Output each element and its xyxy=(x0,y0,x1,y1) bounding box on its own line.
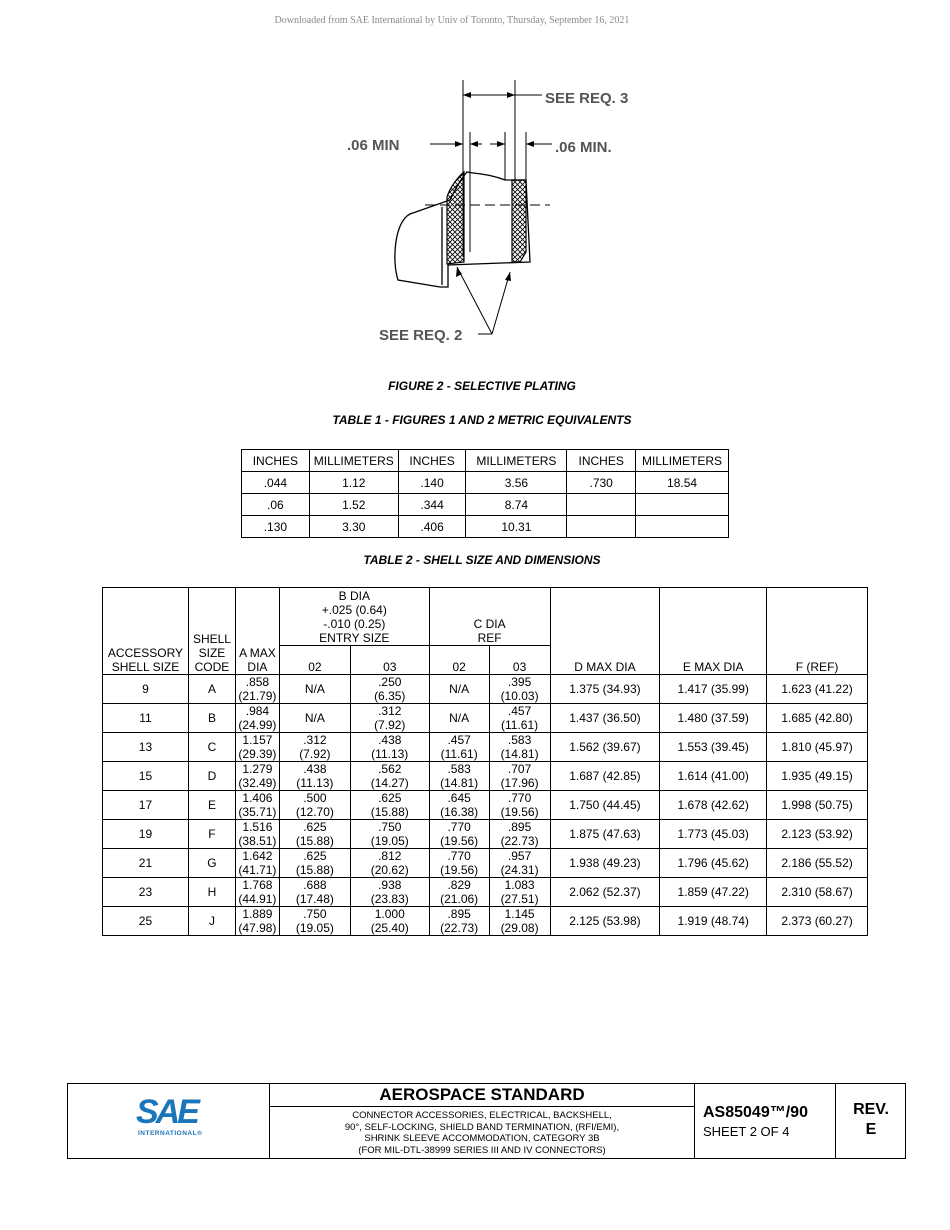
c-dia-03-cell xyxy=(489,849,550,878)
download-note: Downloaded from SAE International by Univ of Toronto, Thursday, September 16, 2021 xyxy=(274,15,630,26)
cell-value-inches: 1.083 xyxy=(504,878,535,892)
min-right-label: .06 MIN. xyxy=(555,139,612,156)
d-max-dia-cell: 1.687 (42.85) xyxy=(550,762,660,791)
e-max-dia-cell: 1.773 (45.03) xyxy=(660,820,767,849)
size-code-cell: G xyxy=(188,849,235,878)
table-row xyxy=(103,791,868,820)
c-dia-03-cell xyxy=(489,675,550,704)
c-dia-02-cell xyxy=(429,907,489,936)
cell-value-mm: (21.79) xyxy=(238,689,277,703)
a-max-dia-cell xyxy=(235,878,279,907)
figure-caption: FIGURE 2 - SELECTIVE PLATING xyxy=(388,379,576,393)
c-dia-02-cell xyxy=(429,733,489,762)
cell-value-inches: .395 xyxy=(507,675,532,689)
cell-value-inches: 1.145 xyxy=(504,907,535,921)
cell-value-inches: .895 xyxy=(507,820,532,834)
arrow-head xyxy=(505,272,511,281)
b-dia-03-cell xyxy=(350,791,429,820)
table-cell: 1.52 xyxy=(309,494,398,516)
cell-value-inches: .707 xyxy=(507,762,532,776)
document-number-cell xyxy=(695,1084,836,1158)
d-max-dia-cell: 1.938 (49.23) xyxy=(550,849,660,878)
shell-size-cell: 11 xyxy=(103,704,189,733)
c-dia-02-cell xyxy=(429,675,489,704)
cell-value-mm: (21.06) xyxy=(440,892,479,906)
table-row xyxy=(242,494,729,516)
d-max-dia-cell: 2.125 (53.98) xyxy=(550,907,660,936)
b-dia-02-cell xyxy=(279,762,350,791)
cell-value-inches: 1.768 xyxy=(242,878,273,892)
cell-value-mm: (44.91) xyxy=(238,892,277,906)
cell-value-inches: .312 xyxy=(378,704,402,718)
f-ref-cell: 2.123 (53.92) xyxy=(767,820,868,849)
shell-size-cell: 17 xyxy=(103,791,189,820)
cell-value-inches: .625 xyxy=(378,791,402,805)
cell-value-inches: .583 xyxy=(507,733,532,747)
cell-value-mm: (7.92) xyxy=(374,718,406,732)
standard-description xyxy=(270,1107,694,1156)
cell-value-mm: (19.56) xyxy=(440,834,479,848)
column-header-d: D MAX DIA xyxy=(550,588,660,675)
e-max-dia-cell: 1.859 (47.22) xyxy=(660,878,767,907)
cell-value-inches: .625 xyxy=(303,820,327,834)
table2-caption: TABLE 2 - SHELL SIZE AND DIMENSIONS xyxy=(363,553,601,567)
cell-value-mm: (15.88) xyxy=(295,863,334,877)
cell-value-inches: .770 xyxy=(507,791,532,805)
arrow-head xyxy=(470,141,478,147)
table-cell: .130 xyxy=(242,516,310,538)
selective-plating-figure xyxy=(330,72,650,352)
table-cell: .140 xyxy=(398,472,466,494)
size-code-cell: A xyxy=(188,675,235,704)
shell-size-cell: 25 xyxy=(103,907,189,936)
cell-value-inches: .812 xyxy=(378,849,402,863)
table-row xyxy=(103,878,868,907)
e-max-dia-cell: 1.553 (39.45) xyxy=(660,733,767,762)
cell-value-mm: (32.49) xyxy=(238,776,277,790)
cell-value-inches: N/A xyxy=(449,711,470,725)
cell-value-inches: .938 xyxy=(378,878,402,892)
table-cell: 18.54 xyxy=(636,472,729,494)
table-header-row xyxy=(242,450,729,472)
cell-value-mm: (22.73) xyxy=(500,834,539,848)
column-header: INCHES xyxy=(242,450,310,472)
arrow-head xyxy=(455,141,463,147)
cell-value-mm: (11.13) xyxy=(371,747,409,761)
cell-value-inches: .770 xyxy=(447,849,471,863)
cell-value-inches: N/A xyxy=(449,682,470,696)
d-max-dia-cell: 1.750 (44.45) xyxy=(550,791,660,820)
f-ref-cell: 1.810 (45.97) xyxy=(767,733,868,762)
c-dia-02-cell xyxy=(429,704,489,733)
column-header: MILLIMETERS xyxy=(636,450,729,472)
a-max-dia-cell xyxy=(235,675,279,704)
cell-value-inches: 1.889 xyxy=(242,907,273,921)
b-dia-03-cell xyxy=(350,762,429,791)
size-code-cell: E xyxy=(188,791,235,820)
shell-size-cell: 21 xyxy=(103,849,189,878)
cell-value-mm: (20.62) xyxy=(370,863,409,877)
size-code-cell: H xyxy=(188,878,235,907)
column-header-shell-size: ACCESSORY SHELL SIZE xyxy=(103,588,189,675)
cell-value-mm: (27.51) xyxy=(500,892,539,906)
size-code-cell: D xyxy=(188,762,235,791)
b-dia-02-cell xyxy=(279,704,350,733)
b-dia-03-cell xyxy=(350,733,429,762)
table-cell: 10.31 xyxy=(466,516,567,538)
e-max-dia-cell: 1.796 (45.62) xyxy=(660,849,767,878)
f-ref-cell: 2.310 (58.67) xyxy=(767,878,868,907)
cell-value-mm: (10.03) xyxy=(500,689,539,703)
column-header: MILLIMETERS xyxy=(309,450,398,472)
b-dia-02-cell xyxy=(279,820,350,849)
e-max-dia-cell: 1.919 (48.74) xyxy=(660,907,767,936)
b-dia-02-cell xyxy=(279,791,350,820)
cell-value-mm: (16.38) xyxy=(440,805,479,819)
cell-value-inches: .829 xyxy=(447,878,471,892)
cell-value-mm: (22.73) xyxy=(440,921,479,935)
cell-value-inches: .625 xyxy=(303,849,327,863)
column-header-c-02: 02 xyxy=(429,646,489,675)
cell-value-inches: .858 xyxy=(245,675,270,689)
shell-size-cell: 9 xyxy=(103,675,189,704)
size-code-cell: C xyxy=(188,733,235,762)
table-cell: 8.74 xyxy=(466,494,567,516)
column-header-size-code: SHELL SIZE CODE xyxy=(188,588,235,675)
description-line: 90°, SELF-LOCKING, SHIELD BAND TERMINATION, (RFI/EMI), xyxy=(344,1121,620,1133)
cell-value-mm: (24.31) xyxy=(500,863,539,877)
table-cell: .044 xyxy=(242,472,310,494)
shell-size-cell: 15 xyxy=(103,762,189,791)
logo-cell xyxy=(68,1084,270,1158)
cell-value-mm: (23.83) xyxy=(370,892,409,906)
c-dia-03-cell xyxy=(489,791,550,820)
cell-value-mm: (12.70) xyxy=(295,805,334,819)
d-max-dia-cell: 1.562 (39.67) xyxy=(550,733,660,762)
a-max-dia-cell xyxy=(235,791,279,820)
revision-value: E xyxy=(865,1121,877,1138)
table-row xyxy=(103,675,868,704)
cell-value-inches: 1.516 xyxy=(242,820,273,834)
shell-size-cell: 19 xyxy=(103,820,189,849)
column-header: INCHES xyxy=(398,450,466,472)
c-dia-03-cell xyxy=(489,907,550,936)
cell-value-inches: .645 xyxy=(447,791,471,805)
leader-line xyxy=(457,267,492,334)
b-dia-02-cell xyxy=(279,849,350,878)
cell-value-inches: .688 xyxy=(303,878,327,892)
b-dia-02-cell xyxy=(279,907,350,936)
cell-value-inches: 1.642 xyxy=(242,849,273,863)
table-row xyxy=(242,516,729,538)
cell-value-mm: (19.56) xyxy=(440,863,479,877)
shell-size-cell: 23 xyxy=(103,878,189,907)
cell-value-mm: (25.40) xyxy=(370,921,409,935)
c-dia-02-cell xyxy=(429,762,489,791)
revision-label: REV. xyxy=(853,1101,889,1118)
d-max-dia-cell: 1.437 (36.50) xyxy=(550,704,660,733)
title-cell xyxy=(270,1084,695,1158)
e-max-dia-cell: 1.678 (42.62) xyxy=(660,791,767,820)
plated-area-right xyxy=(512,180,526,262)
cell-value-inches: .957 xyxy=(507,849,532,863)
cell-value-inches: 1.406 xyxy=(242,791,273,805)
table-row xyxy=(103,762,868,791)
cell-value-mm: (6.35) xyxy=(374,689,406,703)
column-header-c-03: 03 xyxy=(489,646,550,675)
cell-value-inches: .457 xyxy=(507,704,532,718)
table-row xyxy=(103,820,868,849)
f-ref-cell: 1.623 (41.22) xyxy=(767,675,868,704)
c-dia-02-cell xyxy=(429,820,489,849)
f-ref-cell: 2.186 (55.52) xyxy=(767,849,868,878)
b-dia-entry-size: ENTRY SIZE xyxy=(319,631,390,645)
column-header-b-02: 02 xyxy=(279,646,350,675)
cell-value-inches: N/A xyxy=(304,711,325,725)
cell-value-inches: .250 xyxy=(378,675,402,689)
table-cell: .406 xyxy=(398,516,466,538)
table-cell: 1.12 xyxy=(309,472,398,494)
see-req-3-label: SEE REQ. 3 xyxy=(545,90,629,107)
cell-value-inches: .438 xyxy=(303,762,327,776)
cell-value-inches: .562 xyxy=(378,762,402,776)
cell-value-mm: (19.05) xyxy=(295,921,334,935)
cell-value-inches: .750 xyxy=(378,820,402,834)
cell-value-inches: N/A xyxy=(304,682,325,696)
cell-value-mm: (29.08) xyxy=(500,921,539,935)
table-row xyxy=(103,733,868,762)
revision-cell xyxy=(836,1084,906,1158)
table-cell: .730 xyxy=(567,472,636,494)
cell-value-mm: (47.98) xyxy=(238,921,277,935)
a-max-dia-cell xyxy=(235,907,279,936)
b-dia-03-cell xyxy=(350,878,429,907)
cell-value-inches: .750 xyxy=(303,907,327,921)
d-max-dia-cell: 1.375 (34.93) xyxy=(550,675,660,704)
b-dia-02-cell xyxy=(279,733,350,762)
e-max-dia-cell: 1.614 (41.00) xyxy=(660,762,767,791)
table-cell xyxy=(636,494,729,516)
cell-value-mm: (14.27) xyxy=(370,776,409,790)
b-dia-03-cell xyxy=(350,675,429,704)
size-code-cell: J xyxy=(188,907,235,936)
sae-logo-subtitle: INTERNATIONAL® xyxy=(138,1130,203,1137)
table1-caption: TABLE 1 - FIGURES 1 AND 2 METRIC EQUIVALENTS xyxy=(332,413,632,427)
table-cell xyxy=(567,516,636,538)
d-max-dia-cell: 1.875 (47.63) xyxy=(550,820,660,849)
c-dia-02-cell xyxy=(429,791,489,820)
column-header-b-03: 03 xyxy=(350,646,429,675)
table-cell: .06 xyxy=(242,494,310,516)
table-header-row xyxy=(103,588,868,646)
column-header-c xyxy=(429,588,550,646)
cell-value-mm: (14.81) xyxy=(500,747,539,761)
cell-value-inches: 1.000 xyxy=(374,907,405,921)
leader-line xyxy=(492,272,510,334)
column-header-b xyxy=(279,588,429,646)
cell-value-mm: (14.81) xyxy=(440,776,479,790)
shell-size-dimensions-table xyxy=(102,587,868,936)
table-cell: 3.56 xyxy=(466,472,567,494)
d-max-dia-cell: 2.062 (52.37) xyxy=(550,878,660,907)
f-ref-cell: 1.998 (50.75) xyxy=(767,791,868,820)
table-cell xyxy=(636,516,729,538)
c-dia-03-cell xyxy=(489,878,550,907)
c-dia-02-cell xyxy=(429,878,489,907)
cell-value-mm: (19.05) xyxy=(370,834,409,848)
e-max-dia-cell: 1.480 (37.59) xyxy=(660,704,767,733)
b-dia-03-cell xyxy=(350,907,429,936)
f-ref-cell: 1.935 (49.15) xyxy=(767,762,868,791)
cell-value-mm: (38.51) xyxy=(238,834,277,848)
cell-value-mm: (11.61) xyxy=(501,718,539,732)
cell-value-inches: 1.157 xyxy=(242,733,273,747)
cell-value-mm: (17.48) xyxy=(295,892,334,906)
sheet-number: SHEET 2 OF 4 xyxy=(703,1124,790,1139)
c-dia-02-cell xyxy=(429,849,489,878)
c-dia-03-cell xyxy=(489,762,550,791)
column-header-e: E MAX DIA xyxy=(660,588,767,675)
b-dia-title: B DIA xyxy=(338,589,370,603)
size-code-cell: B xyxy=(188,704,235,733)
cell-value-mm: (41.71) xyxy=(238,863,277,877)
c-dia-title: C DIA xyxy=(473,617,506,631)
table-row xyxy=(103,907,868,936)
c-dia-03-cell xyxy=(489,704,550,733)
cell-value-inches: 1.279 xyxy=(242,762,273,776)
a-max-dia-cell xyxy=(235,733,279,762)
cell-value-inches: .895 xyxy=(447,907,471,921)
description-line: (FOR MIL-DTL-38999 SERIES III AND IV CONNECTORS) xyxy=(358,1144,606,1156)
arrow-head xyxy=(507,92,515,98)
table-row xyxy=(103,849,868,878)
document-number: AS85049™/90 xyxy=(703,1104,808,1121)
cell-value-inches: .583 xyxy=(447,762,471,776)
description-line: CONNECTOR ACCESSORIES, ELECTRICAL, BACKSHELL, xyxy=(352,1110,612,1121)
cell-value-mm: (15.88) xyxy=(370,805,409,819)
column-header-f: F (REF) xyxy=(767,588,868,675)
b-dia-03-cell xyxy=(350,704,429,733)
b-dia-tol-plus: +.025 (0.64) xyxy=(321,603,387,617)
cell-value-mm: (29.39) xyxy=(238,747,277,761)
table-row xyxy=(242,472,729,494)
cell-value-mm: (24.99) xyxy=(238,718,277,732)
table-cell: 3.30 xyxy=(309,516,398,538)
see-req-2-label: SEE REQ. 2 xyxy=(379,327,463,344)
cell-value-inches: .457 xyxy=(447,733,471,747)
description-line: SHRINK SLEEVE ACCOMMODATION, CATEGORY 3B xyxy=(364,1133,600,1144)
column-header-a: A MAX DIA xyxy=(235,588,279,675)
cell-value-inches: .984 xyxy=(245,704,270,718)
e-max-dia-cell: 1.417 (35.99) xyxy=(660,675,767,704)
min-left-label: .06 MIN xyxy=(347,137,400,154)
c-dia-03-cell xyxy=(489,733,550,762)
f-ref-cell: 2.373 (60.27) xyxy=(767,907,868,936)
b-dia-03-cell xyxy=(350,820,429,849)
table-cell: .344 xyxy=(398,494,466,516)
cell-value-mm: (17.96) xyxy=(500,776,539,790)
table-cell xyxy=(567,494,636,516)
cell-value-mm: (19.56) xyxy=(500,805,539,819)
b-dia-02-cell xyxy=(279,675,350,704)
cell-value-inches: .438 xyxy=(378,733,402,747)
cell-value-mm: (7.92) xyxy=(299,747,331,761)
cell-value-inches: .312 xyxy=(303,733,327,747)
b-dia-03-cell xyxy=(350,849,429,878)
c-dia-ref: REF xyxy=(477,631,502,645)
column-header: MILLIMETERS xyxy=(466,450,567,472)
b-dia-tol-minus: -.010 (0.25) xyxy=(323,617,386,631)
a-max-dia-cell xyxy=(235,704,279,733)
arrow-head xyxy=(463,92,471,98)
standard-title: AEROSPACE STANDARD xyxy=(270,1084,694,1107)
cell-value-mm: (15.88) xyxy=(295,834,334,848)
a-max-dia-cell xyxy=(235,820,279,849)
metric-equivalents-table xyxy=(241,449,729,538)
a-max-dia-cell xyxy=(235,762,279,791)
sae-logo: SAE xyxy=(136,1093,197,1131)
cell-value-inches: .770 xyxy=(447,820,471,834)
cell-value-mm: (11.13) xyxy=(296,776,334,790)
table-row xyxy=(103,704,868,733)
cell-value-mm: (11.61) xyxy=(440,747,478,761)
cell-value-mm: (35.71) xyxy=(238,805,277,819)
c-dia-03-cell xyxy=(489,820,550,849)
size-code-cell: F xyxy=(188,820,235,849)
cell-value-inches: .500 xyxy=(303,791,327,805)
column-header: INCHES xyxy=(567,450,636,472)
shell-size-cell: 13 xyxy=(103,733,189,762)
plated-area-left xyxy=(447,172,464,264)
b-dia-02-cell xyxy=(279,878,350,907)
title-block xyxy=(67,1083,906,1159)
a-max-dia-cell xyxy=(235,849,279,878)
arrow-head xyxy=(526,141,534,147)
arrow-head xyxy=(497,141,505,147)
f-ref-cell: 1.685 (42.80) xyxy=(767,704,868,733)
